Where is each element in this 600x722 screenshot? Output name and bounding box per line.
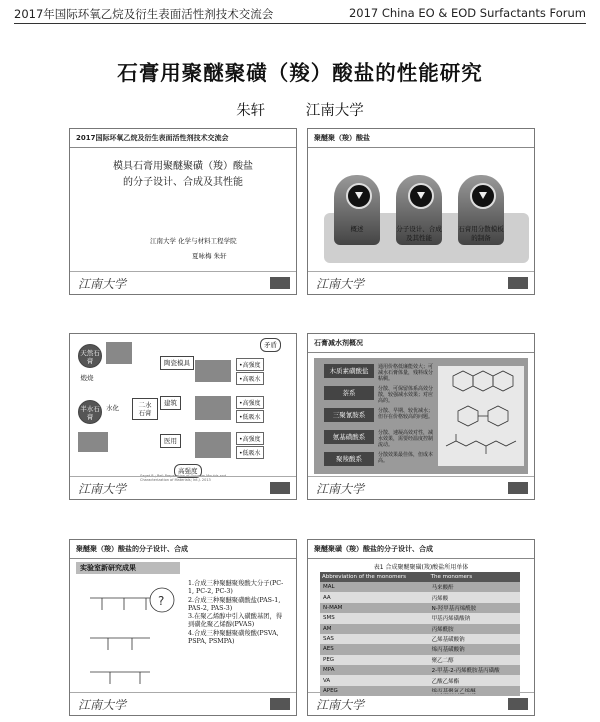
cell: 马来酸酐 (429, 582, 520, 592)
slide-footer (70, 476, 296, 499)
cell: 乙酸乙烯酯 (429, 675, 520, 685)
page-header (14, 6, 586, 24)
cell: N-MAM (320, 603, 429, 613)
table-title: 表1 合成聚醚聚磺(羧)酸盐所用单体 (373, 564, 469, 571)
list-item: 3.在聚乙烯醇中引入磺酸基团，得到磺化聚乙烯醇(PVAS) (188, 613, 283, 629)
cell: MPA (320, 665, 429, 675)
cell: PEG (320, 655, 429, 665)
slide-3 (69, 333, 297, 500)
cell: 2-甲基-2-丙烯酰胺基丙磺酸 (429, 665, 520, 675)
slide-names: 夏咏梅 朱轩 (192, 252, 227, 260)
structure-drawing (438, 366, 524, 466)
slide-5 (69, 539, 297, 716)
table-row (320, 665, 520, 675)
reducer-desc: 分散、早期、较优减水；但存在价格较高的问题。 (378, 408, 434, 420)
school-badge-icon (508, 482, 528, 494)
node-hydration: 水化 (106, 404, 119, 412)
school-badge-icon (270, 482, 290, 494)
synthesis-list (188, 580, 288, 646)
cell: APEG (320, 686, 429, 696)
building-photo (195, 396, 231, 420)
slide-footer (70, 692, 296, 715)
down-arrow-icon (408, 183, 434, 209)
node-natural-gypsum: 天然石膏 (78, 344, 102, 368)
slide-caption: Saget R.; Ref: Preparation of Gypsum Moulds and Characterization of Materials; Int.J. 2013 (140, 474, 227, 482)
slide-6 (307, 539, 535, 716)
slide-2 (307, 128, 535, 295)
table-row (320, 655, 520, 665)
header-rule (14, 23, 586, 24)
property-tag: •低吸水 (236, 446, 264, 459)
slide-header: 石膏减水剂概况 (308, 334, 534, 353)
university-logo: 江南大学 (316, 277, 365, 291)
node-high-strength: 高强度 (174, 464, 202, 478)
node-building: 建筑 (160, 396, 181, 410)
reducer-label: 三聚氰胺系 (324, 408, 374, 422)
cell: VA (320, 675, 429, 685)
monomer-table (320, 572, 520, 696)
node-hemihydrate: 半水石膏 (78, 400, 102, 424)
slide-header: 2017国际环氧乙烷及衍生表面活性剂技术交流会 (70, 129, 296, 148)
property-tag: •高吸水 (236, 372, 264, 385)
chemical-structures (438, 366, 524, 466)
table-row (320, 644, 520, 654)
cell: 聚乙二醇 (429, 655, 520, 665)
school-badge-icon (270, 277, 290, 289)
list-item: 1.合成三种聚醚聚羧酸大分子(PC-1, PC-2, PC-3) (188, 580, 284, 596)
property-tag: •低吸水 (236, 410, 264, 423)
polymer-structure-drawing (80, 580, 180, 690)
university-logo: 江南大学 (78, 482, 127, 496)
school-badge-icon (508, 277, 528, 289)
slide-footer (308, 692, 534, 715)
slide-footer (308, 271, 534, 294)
gypsum-photo (106, 342, 132, 364)
node-calcine: 煅烧 (80, 374, 94, 382)
reducer-label: 萘系 (324, 386, 374, 400)
slide-footer (70, 271, 296, 294)
cell: SAS (320, 634, 429, 644)
school-badge-icon (508, 698, 528, 710)
outline-label: 石膏用分散模板的制备 (458, 225, 504, 242)
slide-title (70, 159, 296, 191)
reducer-label: 氨基磺酸系 (324, 430, 374, 444)
cell: 丙烯酸 (429, 592, 520, 602)
column-header: Abbreviation of the monomers (320, 572, 429, 582)
header-left: 2017年国际环氧乙烷及衍生表面活性剂技术交流会 (14, 7, 274, 21)
slide-title-line: 的分子设计、合成及其性能 (123, 177, 243, 188)
cell: SMS (320, 613, 429, 623)
cell: 丙烯酰胺 (429, 624, 520, 634)
slide-header: 聚醚聚（羧）酸盐 (308, 129, 534, 148)
cell: AES (320, 644, 429, 654)
outline-label: 概述 (350, 225, 364, 233)
school-badge-icon (270, 698, 290, 710)
reducer-panel (314, 358, 528, 474)
reducer-desc: 分散效果最佳体，但成本高。 (378, 452, 434, 464)
table-row (320, 675, 520, 685)
table-row (320, 582, 520, 592)
header-right: 2017 China EO & EOD Surfactants Forum (348, 6, 586, 20)
university-logo: 江南大学 (316, 698, 365, 712)
node-dihydrate: 二水石膏 (132, 398, 158, 420)
outline-graphic (316, 153, 526, 263)
cell: 烯丙基磺酸钠 (429, 644, 520, 654)
author-affiliation: 江南大学 (305, 103, 364, 119)
property-tag: •高强度 (236, 358, 264, 371)
down-arrow-icon (346, 183, 372, 209)
cell: N-羟甲基丙烯酰胺 (429, 603, 520, 613)
table-row (320, 613, 520, 623)
list-item: 4.合成三种聚醚聚磺羧酸(PSVA, PSPA, PSMPA) (188, 629, 279, 646)
university-logo: 江南大学 (316, 482, 365, 496)
paper-title: 石膏用聚醚聚磺（羧）酸盐的性能研究 (117, 61, 483, 85)
table-row (320, 624, 520, 634)
cell: AA (320, 592, 429, 602)
cell: AM (320, 624, 429, 634)
cell: 甲基丙烯磺酸钠 (429, 613, 520, 623)
university-logo: 江南大学 (78, 698, 127, 712)
reducer-desc: 通用价格低廉能效大；可减水石膏体量，残料成分粘稠。 (378, 364, 434, 382)
down-arrow-icon (470, 183, 496, 209)
slide-header: 聚醚聚（羧）酸盐的分子设计、合成 (70, 540, 296, 559)
node-medical: 医用 (160, 434, 181, 448)
reducer-desc: 分散、可保留体系高效分散，较强减水效果；对应高的。 (378, 386, 434, 404)
table-row (320, 603, 520, 613)
ceramic-photo (195, 360, 231, 382)
list-item: 2.合成三种聚醚聚磺酸盐(PAS-1, PAS-2, PAS-3) (188, 596, 281, 612)
university-logo: 江南大学 (78, 277, 127, 291)
table-row (320, 634, 520, 644)
cell: 乙烯基磺酸钠 (429, 634, 520, 644)
reducer-desc: 分散、速凝高效对性，减水效果，需要经温度控制流动。 (378, 430, 434, 448)
slide-header: 聚醚聚磺（羧）酸盐的分子设计、合成 (308, 540, 534, 559)
reducer-label: 聚羧酸系 (324, 452, 374, 466)
slide-1 (69, 128, 297, 295)
powder-photo (78, 432, 108, 452)
svg-text:?: ? (158, 594, 165, 608)
cell: MAL (320, 582, 429, 592)
table-row (320, 592, 520, 602)
research-band: 实验室新研究成果 (76, 562, 180, 574)
reducer-label: 木质素磺酸盐 (324, 364, 374, 378)
property-tag: •高强度 (236, 396, 264, 409)
slide-footer (308, 476, 534, 499)
outline-label: 分子设计、合成及其性能 (396, 225, 442, 242)
cell: 烯丙基聚氧乙烯醚 (429, 686, 520, 696)
slide-4 (307, 333, 535, 500)
property-tag: •高强度 (236, 432, 264, 445)
slide-title-line: 模具石膏用聚醚聚磺（羧）酸盐 (113, 161, 253, 172)
node-contradiction: 矛盾 (260, 338, 281, 352)
node-ceramic-mold: 陶瓷模具 (160, 356, 194, 370)
author-name: 朱轩 (236, 103, 266, 119)
medical-photo (195, 432, 231, 458)
column-header: The monomers (429, 572, 520, 582)
authors (0, 99, 600, 120)
slide-affiliation: 江南大学 化学与材料工程学院 (150, 237, 237, 245)
